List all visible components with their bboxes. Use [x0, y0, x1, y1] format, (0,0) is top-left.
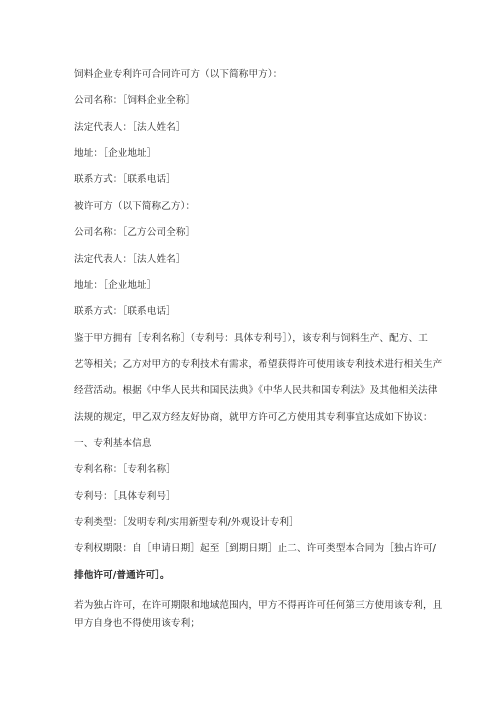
section-heading-patent-info: 一、专利基本信息 — [74, 438, 152, 449]
preamble-line: 法规的规定，甲乙双方经友好协商，就甲方许可乙方使用其专利事宜达成如下协议： — [74, 412, 433, 423]
exclusive-license-line: 若为独占许可，在许可期限和地域范围内，甲方不得再许可任何第三方使用该专利，且 — [74, 600, 443, 611]
patent-name: 专利名称：［专利名称］ — [74, 464, 176, 475]
licensee-contact: 联系方式：［联系电话］ — [74, 306, 176, 317]
licensor-company-name: 公司名称：［饲料企业全称］ — [74, 95, 196, 106]
licensor-address: 地址：［企业地址］ — [74, 148, 157, 159]
licensor-contact: 联系方式：［联系电话］ — [74, 174, 176, 185]
license-type-line: 排他许可/普通许可］。 — [74, 570, 170, 581]
preamble-line: 艺等相关；乙方对甲方的专利技术有需求，希望获得许可使用该专利技术进行相关生产 — [74, 359, 443, 370]
preamble-line: 经营活动。根据《中华人民共和国民法典》《中华人民共和国专利法》及其他相关法律 — [74, 385, 438, 396]
licensee-address: 地址：［企业地址］ — [74, 280, 157, 291]
preamble-line: 鉴于甲方拥有［专利名称］（专利号：具体专利号］），该专利与饲料生产、配方、工 — [74, 333, 428, 344]
licensee-company-name: 公司名称：［乙方公司全称］ — [74, 227, 196, 238]
exclusive-license-line: 甲方自身也不得使用该专利； — [74, 618, 201, 629]
patent-term-line: 专利权期限：自［申请日期］起至［到期日期］止二、许可类型本合同为［独占许可/ — [74, 543, 436, 554]
licensor-heading: 饲料企业专利许可合同许可方（以下简称甲方）： — [74, 69, 283, 80]
licensee-legal-rep: 法定代表人：［法人姓名］ — [74, 254, 186, 265]
patent-number: 专利号：［具体专利号］ — [74, 491, 176, 502]
patent-type: 专利类型：［发明专利/实用新型专利/外观设计专利］ — [74, 517, 299, 528]
licensor-legal-rep: 法定代表人：［法人姓名］ — [74, 122, 186, 133]
licensee-heading: 被许可方（以下简称乙方）： — [74, 201, 196, 212]
